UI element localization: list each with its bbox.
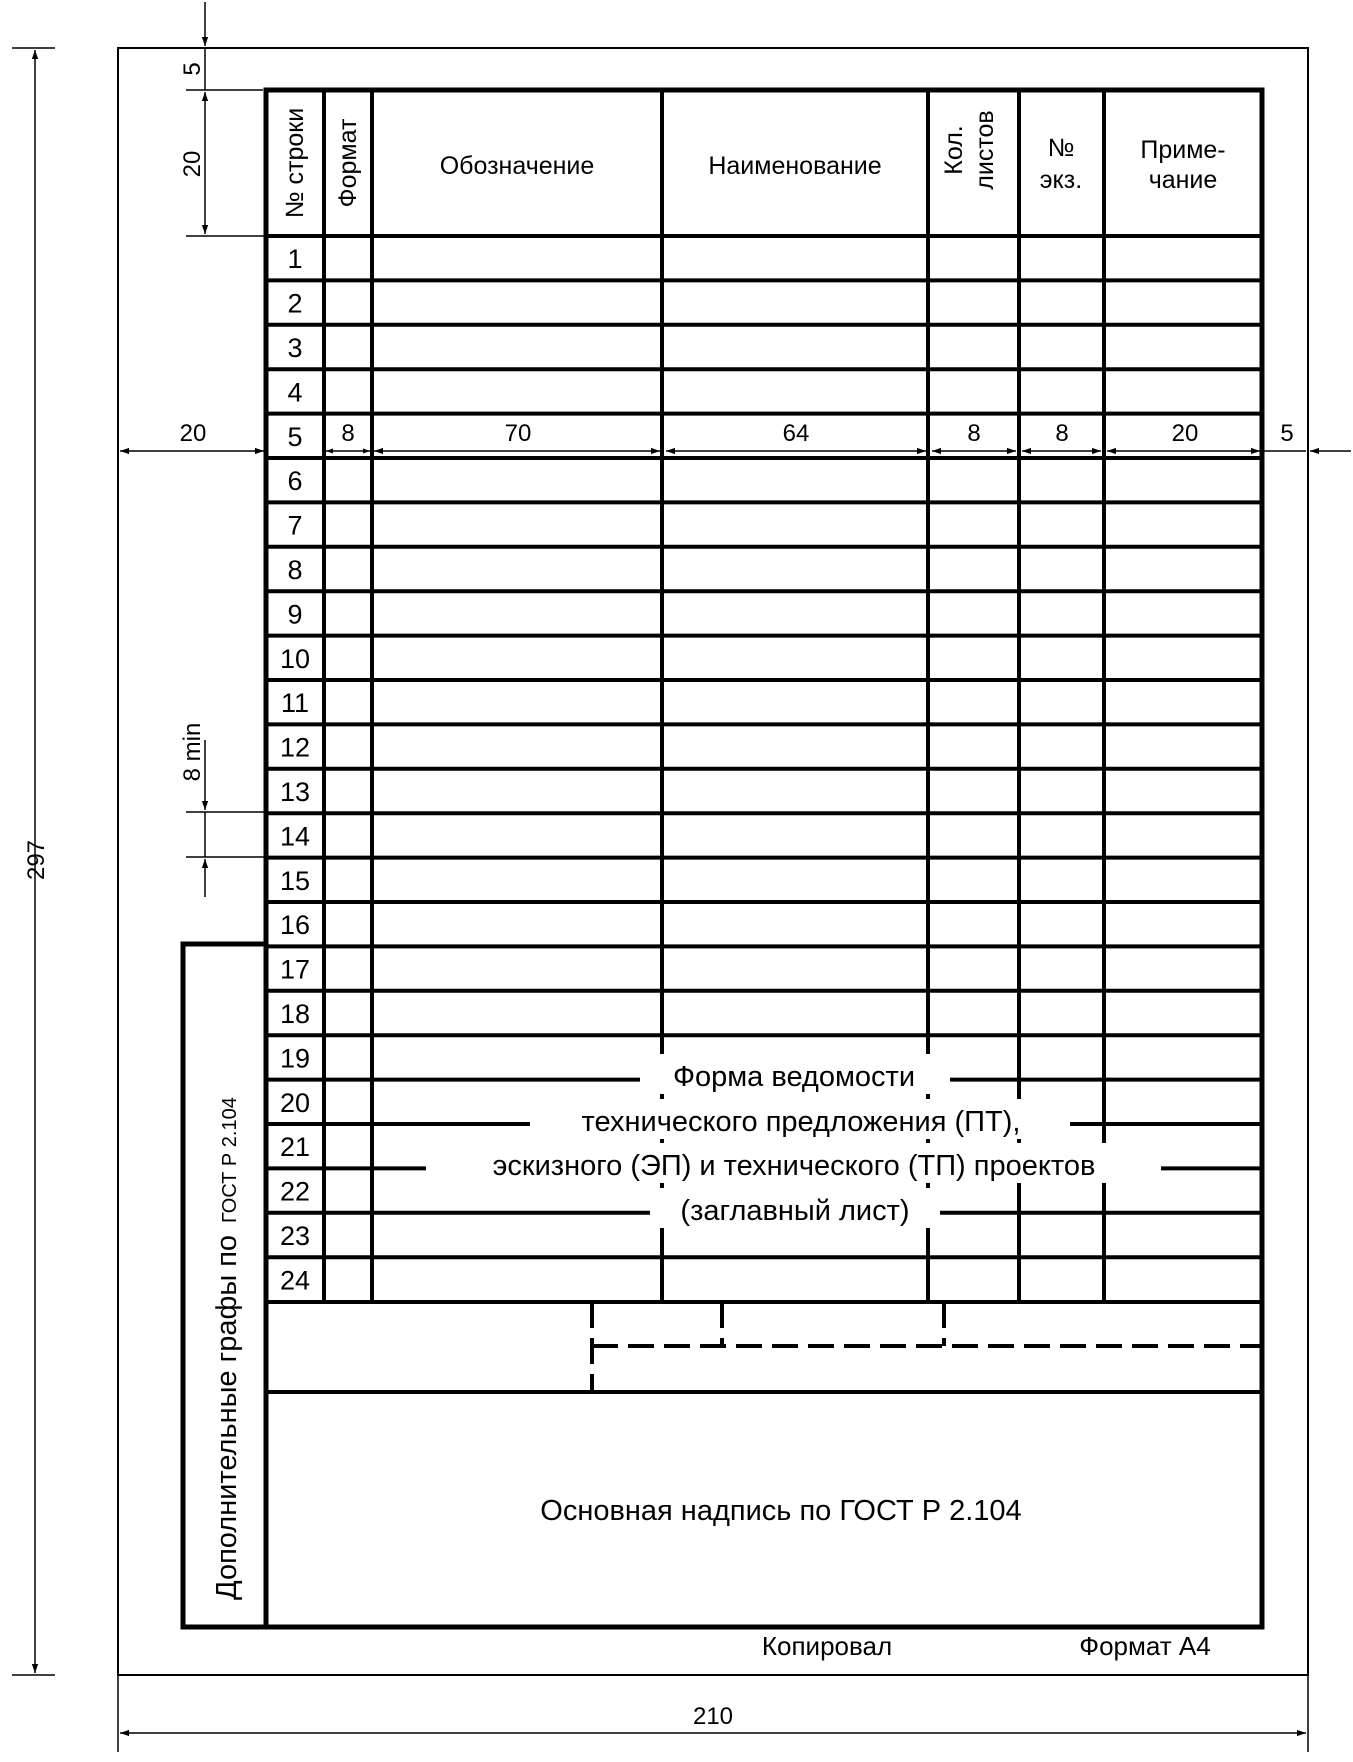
row-number: 15 [279,865,311,896]
row-number: 24 [279,1265,311,1296]
col-designation-width: 70 [504,420,532,447]
row-number: 13 [279,777,311,807]
top-margin-label: 5 [179,62,206,76]
header-row-no: № строки [281,107,309,219]
col-format-width: 8 [341,420,355,447]
header-sheets-1: Кол. [940,125,968,175]
col-note-width: 20 [1171,420,1199,447]
right-margin-label: 5 [1280,420,1294,447]
row-number: 14 [279,821,311,852]
row-number: 4 [287,377,303,408]
row-height-label: 8 min [179,722,206,782]
header-note-2: чание [1148,166,1218,194]
side-label-text: Дополнительные графы по [211,1234,243,1600]
header-note-1: Приме- [1140,136,1226,164]
footer-copied: Копировал [761,1631,893,1661]
row-number: 11 [280,688,310,719]
header-copy-2: экз. [1039,166,1083,194]
row-number: 2 [287,288,303,319]
header-height-label: 20 [179,150,206,178]
page-width-label: 210 [692,1703,734,1730]
row-number: 23 [279,1221,311,1251]
footer-format: Формат А4 [1079,1631,1211,1661]
header-designation: Обозначение [439,152,595,180]
side-label [211,1097,243,1600]
row-number: 19 [279,1043,311,1074]
caption-line-1: Форма ведомости [672,1061,916,1093]
caption-line-3: эскизного (ЭП) и технического (ТП) проектов [492,1150,1096,1182]
row-number: 9 [287,599,303,630]
row-number: 3 [287,333,303,363]
caption-line-2: технического предложения (ПТ), [581,1106,1021,1138]
row-number: 18 [279,999,311,1029]
table-header [281,108,1226,218]
row-number: 22 [279,1176,311,1207]
row-number: 10 [279,643,311,674]
header-format: Формат [334,118,362,208]
header-copy-1: № [1047,134,1075,162]
row-number: 12 [279,732,311,763]
row-number: 17 [279,954,311,985]
header-name: Наименование [708,152,882,180]
row-number: 5 [287,421,303,452]
column-width-dims [326,420,1260,451]
col-sheets-width: 8 [967,420,981,447]
col-copy-width: 8 [1055,420,1069,447]
row-number: 16 [279,910,311,941]
row-number: 1 [287,244,303,275]
side-label-gost: ГОСТ Р 2.104 [219,1097,241,1223]
col-name-width: 64 [782,420,810,447]
row-number: 21 [279,1132,311,1163]
title-block-label: Основная надпись по ГОСТ Р 2.104 [540,1495,1022,1527]
row-number: 7 [287,510,303,541]
caption-line-4: (заглавный лист) [680,1195,910,1227]
row-number: 6 [287,466,303,497]
row-number: 20 [279,1087,311,1118]
page-height-label: 297 [23,839,50,881]
row-number: 8 [287,555,303,585]
header-sheets-2: листов [971,110,999,190]
left-margin-label: 20 [179,420,207,447]
